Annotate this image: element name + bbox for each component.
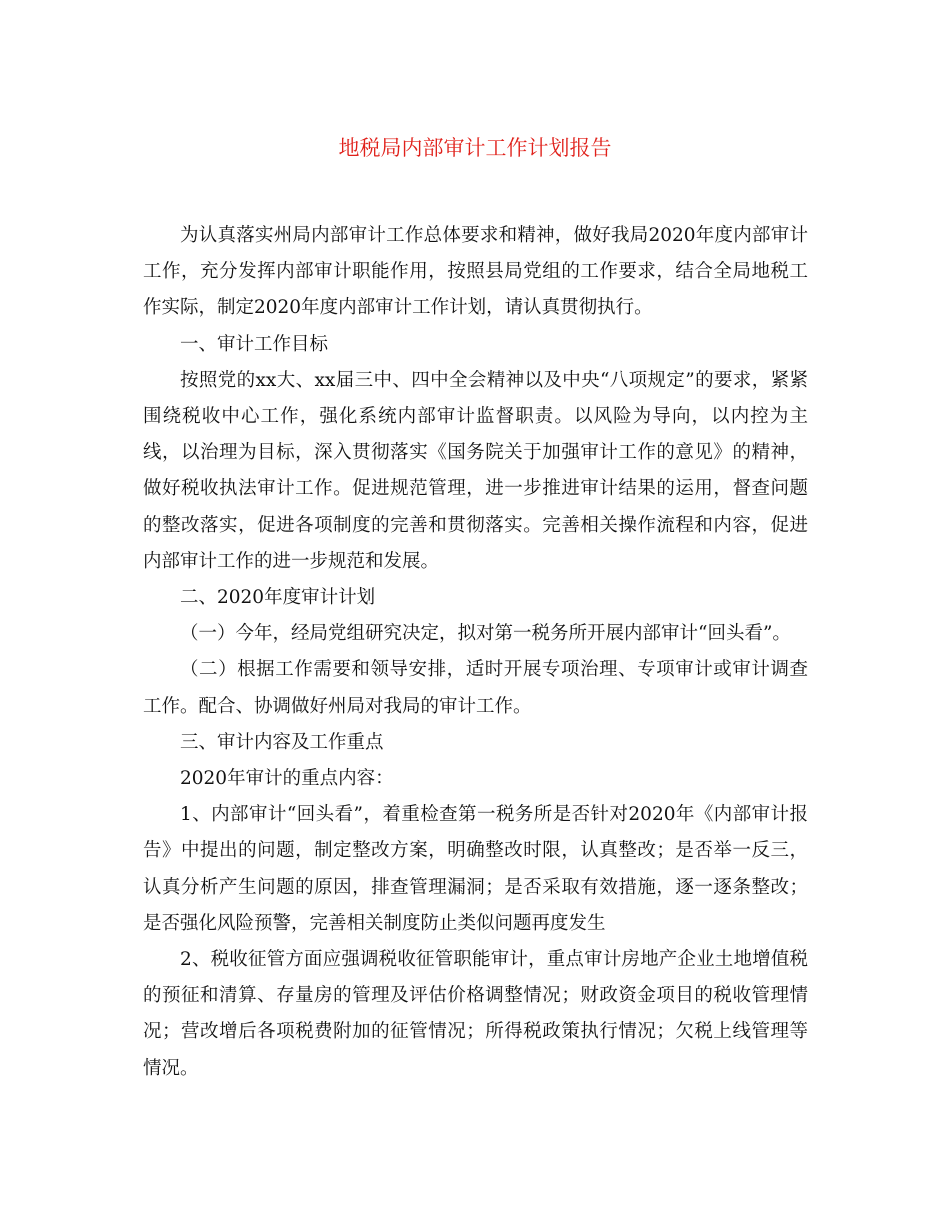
- audit-plan-item-2: （二）根据工作需要和领导安排，适时开展专项治理、专项审计或审计调查工作。配合、协调做好州局对我局的审计工作。: [143, 659, 808, 717]
- section-heading-audit-plan: 二、2020年度审计计划: [180, 587, 376, 609]
- audit-goals-paragraph: 按照党的xx大、xx届三中、四中全会精神以及中央“八项规定”的要求，紧紧围绕税收中心工作，强化系统内部审计监督职责。以风险为导向，以内控为主线，以治理为目标，深入贯彻落实《国务院关于加强审计工作的意见》的精神，做好税收执法审计工作。促进规范管理，进一步推进审计结果的运用，督查问题的整改落实，促进各项制度的完善和贯彻落实。完善相关操作流程和内容，促进内部审计工作的进一步规范和发展。: [143, 369, 808, 572]
- document-body: [143, 218, 808, 1087]
- intro-paragraph: 为认真落实州局内部审计工作总体要求和精神，做好我局2020年度内部审计工作，充分发挥内部审计职能作用，按照县局党组的工作要求，结合全局地税工作实际，制定2020年度内部审计工作计划，请认真贯彻执行。: [143, 225, 808, 319]
- audit-content-intro: 2020年审计的重点内容：: [180, 768, 394, 790]
- audit-plan-item-1: （一）今年，经局党组研究决定，拟对第一税务所开展内部审计“回头看”。: [180, 623, 791, 645]
- section-heading-audit-content: 三、审计内容及工作重点: [180, 731, 384, 753]
- audit-content-item-1: 1、内部审计“回头看”，着重检查第一税务所是否针对2020年《内部审计报告》中提出的问题，制定整改方案，明确整改时限，认真整改；是否举一反三，认真分析产生问题的原因，排查管理漏洞；是否采取有效措施，逐一逐条整改；是否强化风险预警，完善相关制度防止类似问题再度发生: [143, 804, 808, 934]
- document-title: 地税局内部审计工作计划报告: [338, 136, 612, 160]
- audit-content-item-2: 2、税收征管方面应强调税收征管职能审计，重点审计房地产企业土地增值税的预征和清算、存量房的管理及评估价格调整情况；财政资金项目的税收管理情况；营改增后各项税费附加的征管情况；所得税政策执行情况；欠税上线管理等情况。: [143, 949, 808, 1079]
- section-heading-audit-goals: 一、审计工作目标: [180, 333, 329, 355]
